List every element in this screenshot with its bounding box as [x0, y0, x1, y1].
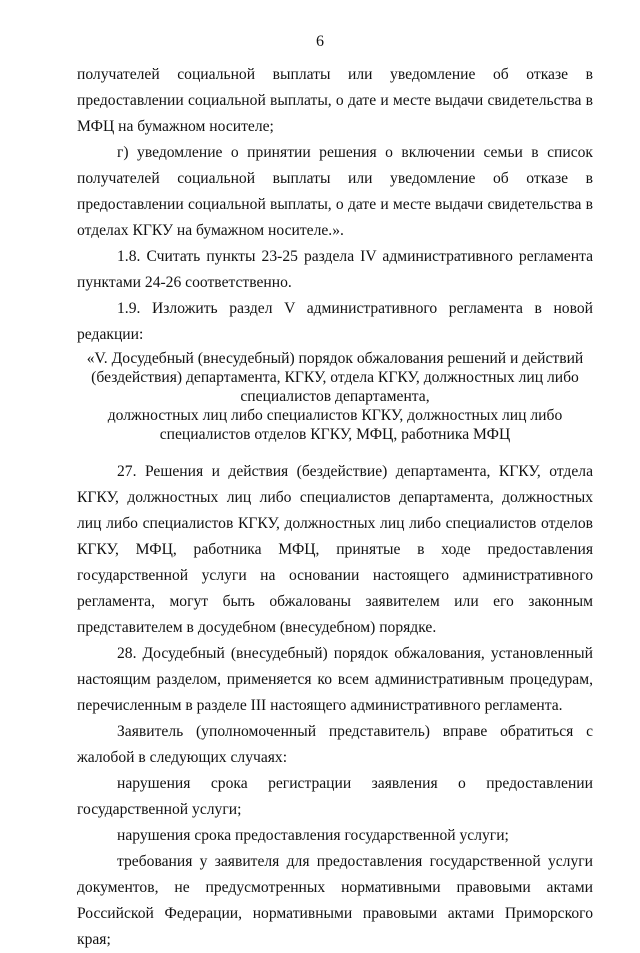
page-number: 6 — [316, 33, 324, 50]
paragraph: получателей социальной выплаты или уведомление об отказе в предоставлении социальной выплаты, о дате и месте выдачи свидетельства в МФЦ на бумажном носителе; — [77, 66, 593, 135]
paragraph: г) уведомление о принятии решения о включении семьи в список получателей социальной выплаты или уведомление об отказе в предоставлении социальной выплаты, о дате и месте выдачи свидетельства в отделах КГКУ на бумажном носителе.». — [77, 144, 593, 239]
heading-line: специалистов отделов КГКУ, МФЦ, работника МФЦ — [159, 426, 511, 443]
paragraph: 1.8. Считать пункты 23-25 раздела IV административного регламента пунктами 24-26 соответственно. — [77, 248, 593, 291]
paragraph: 1.9. Изложить раздел V административного регламента в новой редакции: — [77, 300, 593, 343]
heading-line: (бездействия) департамента, КГКУ, отдела КГКУ, должностных лиц либо — [91, 369, 579, 386]
heading-line: «V. Досудебный (внесудебный) порядок обжалования решений и действий — [86, 350, 584, 367]
paragraph: нарушения срока предоставления государственной услуги; — [117, 827, 509, 844]
heading-line: должностных лиц либо специалистов КГКУ, должностных лиц либо — [107, 407, 563, 424]
paragraph: нарушения срока регистрации заявления о предоставлении государственной услуги; — [77, 775, 593, 818]
paragraph: 28. Досудебный (внесудебный) порядок обжалования, установленный настоящим разделом, применяется ко всем административным процедурам, перечисленным в разделе III настоящего административного регламента. — [77, 645, 593, 714]
paragraph: 27. Решения и действия (бездействие) департамента, КГКУ, отдела КГКУ, должностных лиц либо специалистов департамента, должностных лиц либо специалистов КГКУ, должностных лиц либо специалистов отделов КГКУ, МФЦ, работника МФЦ, принятые в ходе предоставления государственной услуги на основании настоящего административного регламента, могут быть обжалованы заявителем или его законным представителем в досудебном (внесудебном) порядке. — [77, 463, 593, 636]
paragraph: Заявитель (уполномоченный представитель) вправе обратиться с жалобой в следующих случаях: — [77, 723, 593, 766]
heading-line: специалистов департамента, — [240, 388, 430, 405]
section-heading — [77, 349, 593, 444]
paragraph: требования у заявителя для предоставления государственной услуги документов, не предусмотренных нормативными правовыми актами Российской Федерации, нормативными правовыми актами Приморского края; — [77, 853, 593, 948]
document-body — [77, 62, 593, 953]
